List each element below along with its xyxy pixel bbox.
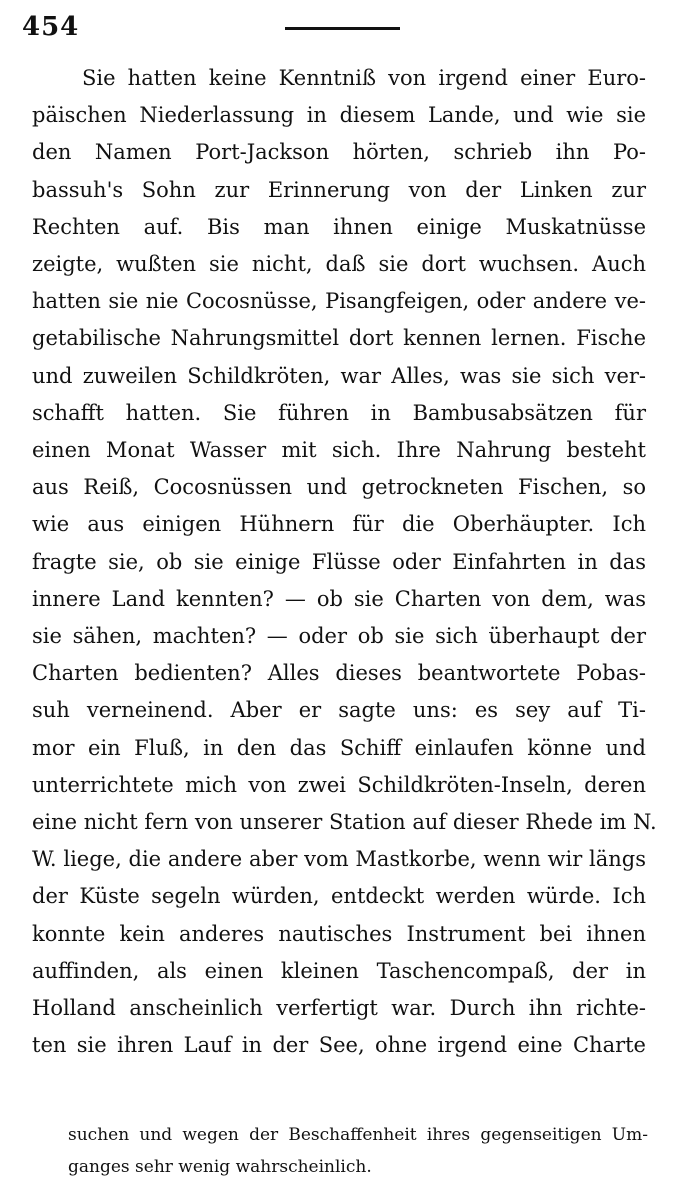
text-line: Holland anscheinlich verfertigt war. Durch ihn richte- [32, 996, 646, 1020]
text-line: zeigte, wußten sie nicht, daß sie dort wuchsen. Auch [32, 252, 646, 276]
text-line: suh verneinend. Aber er sagte uns: es sey auf Ti- [32, 698, 646, 723]
text-line: getabilische Nahrungsmittel dort kennen lernen. Fische [32, 326, 646, 351]
page-number: 454 [22, 12, 80, 42]
text-line: Charten bedienten? Alles dieses beantwortete Pobas- [32, 661, 646, 686]
text-line: aus Reiß, Cocosnüssen und getrockneten Fischen, so [32, 475, 646, 500]
text-line: den Namen Port-Jackson hörten, schrieb ihn Po- [32, 140, 646, 165]
text-line: sie sähen, machten? — oder ob sie sich überhaupt der [32, 624, 646, 648]
text-line: päischen Niederlassung in diesem Lande, und wie sie [32, 103, 646, 128]
text-line: der Küste segeln würden, entdeckt werden würde. Ich [32, 884, 646, 909]
text-line: schafft hatten. Sie führen in Bambusabsätzen für [32, 400, 646, 425]
text-line: auffinden, als einen kleinen Taschencompaß, der in [32, 958, 646, 983]
text-line: innere Land kennten? — ob sie Charten von dem, was [32, 586, 646, 611]
text-line: eine nicht fern von unserer Station auf dieser Rhede im N. [32, 810, 657, 834]
footnote-line: suchen und wegen der Beschaffenheit ihres gegenseitigen Um- [68, 1125, 648, 1145]
header-rule [285, 27, 400, 30]
text-line: unterrichtete mich von zwei Schildkröten-Inseln, deren [32, 772, 646, 797]
footnote-line: ganges sehr wenig wahrscheinlich. [68, 1157, 372, 1177]
text-line: Rechten auf. Bis man ihnen einige Muskatnüsse [32, 214, 646, 239]
text-line: Sie hatten keine Kenntniß von irgend einer Euro- [82, 66, 646, 90]
text-line: einen Monat Wasser mit sich. Ihre Nahrung besteht [32, 438, 646, 462]
text-line: wie aus einigen Hühnern für die Oberhäupter. Ich [32, 512, 646, 537]
text-line: und zuweilen Schildkröten, war Alles, was sie sich ver- [32, 363, 646, 388]
text-line: fragte sie, ob sie einige Flüsse oder Einfahrten in das [32, 549, 646, 574]
text-line: mor ein Fluß, in den das Schiff einlaufen könne und [32, 735, 646, 760]
text-line: konnte kein anderes nautisches Instrument bei ihnen [32, 921, 646, 946]
text-line: bassuh's Sohn zur Erinnerung von der Linken zur [32, 177, 646, 202]
text-line: W. liege, die andere aber vom Mastkorbe, wenn wir längs [32, 847, 646, 872]
text-line: hatten sie nie Cocosnüsse, Pisangfeigen, oder andere ve- [32, 289, 646, 314]
text-line: ten sie ihren Lauf in der See, ohne irgend eine Charte [32, 1033, 646, 1058]
